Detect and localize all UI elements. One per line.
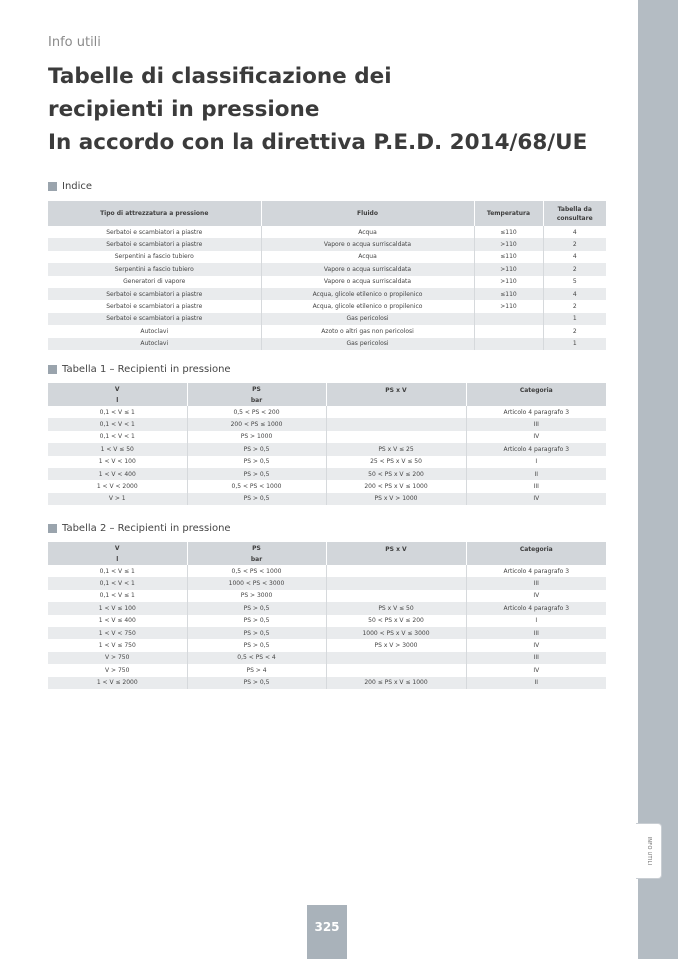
table-cell: PS > 0,5: [187, 602, 326, 614]
table-cell: 1 < V ≤ 750: [48, 639, 187, 651]
page-number: 325: [307, 905, 347, 959]
table-cell: 200 < PS ≤ 1000: [187, 418, 326, 430]
table-cell: Generatori di vapore: [48, 276, 261, 288]
table-cell: Vapore o acqua surriscaldata: [261, 276, 474, 288]
column-header: Temperatura: [474, 201, 543, 226]
table-cell: PS > 0,5: [187, 468, 326, 480]
table-cell: Serbatoi e scambiatori a piastre: [48, 238, 261, 250]
table-cell: III: [466, 652, 606, 664]
table-cell: V > 750: [48, 652, 187, 664]
table-cell: 200 < PS x V ≤ 1000: [326, 480, 466, 492]
table-cell: 0,1 < V < 1: [48, 577, 187, 589]
table-cell: ≤110: [474, 251, 543, 263]
table-cell: 0,5 < PS < 1000: [187, 565, 326, 577]
table-header-row: [48, 542, 606, 565]
index-heading-text: Indice: [62, 181, 93, 192]
table-cell: PS > 0,5: [187, 443, 326, 455]
table-row: [48, 325, 606, 337]
table-cell: PS > 4: [187, 664, 326, 676]
table-cell: PS x V ≤ 50: [326, 602, 466, 614]
table-cell: ≤110: [474, 226, 543, 238]
table-row: [48, 602, 606, 614]
table-cell: >110: [474, 263, 543, 275]
table-cell: [326, 590, 466, 602]
table1: [48, 383, 606, 505]
title-line: recipienti in pressione: [48, 97, 320, 122]
table-cell: PS > 0,5: [187, 493, 326, 505]
table-cell: IV: [466, 431, 606, 443]
section-label: Info utili: [48, 35, 101, 50]
table-cell: 4: [543, 226, 606, 238]
column-header: Fluido: [261, 201, 474, 226]
table-cell: 1 < V ≤ 2000: [48, 677, 187, 689]
page-title: [48, 60, 628, 159]
table-row: [48, 677, 606, 689]
table-row: [48, 251, 606, 263]
table-cell: PS > 0,5: [187, 456, 326, 468]
index-table: [48, 201, 606, 350]
table-cell: Acqua: [261, 226, 474, 238]
table-cell: ≤110: [474, 288, 543, 300]
table-row: [48, 238, 606, 250]
table-cell: 4: [543, 288, 606, 300]
table-cell: 25 < PS x V ≤ 50: [326, 456, 466, 468]
sidebar-section-tab[interactable]: [636, 823, 662, 879]
table-cell: 200 ≤ PS x V ≤ 1000: [326, 677, 466, 689]
table-cell: I: [466, 456, 606, 468]
title-line: In accordo con la direttiva P.E.D. 2014/68/UE: [48, 130, 588, 155]
table-cell: PS > 0,5: [187, 627, 326, 639]
table-header-row: [48, 383, 606, 406]
index-heading: [48, 181, 92, 192]
column-header: Tipo di attrezzatura a pressione: [48, 201, 261, 226]
table-row: [48, 431, 606, 443]
table-cell: 0,5 < PS < 4: [187, 652, 326, 664]
table-cell: Vapore o acqua surriscaldata: [261, 263, 474, 275]
table-cell: PS > 0,5: [187, 677, 326, 689]
table-row: [48, 468, 606, 480]
table-cell: Serpentini a fascio tubiero: [48, 251, 261, 263]
table-cell: >110: [474, 276, 543, 288]
table-cell: 0,1 < V ≤ 1: [48, 406, 187, 418]
table-row: [48, 480, 606, 492]
table-cell: 50 < PS x V ≤ 200: [326, 615, 466, 627]
column-header-ps: PS bar: [187, 383, 326, 406]
table-cell: V > 1: [48, 493, 187, 505]
table-cell: 1 < V < 100: [48, 456, 187, 468]
table-cell: 4: [543, 251, 606, 263]
table-cell: II: [466, 677, 606, 689]
table-cell: PS x V > 3000: [326, 639, 466, 651]
table-cell: III: [466, 577, 606, 589]
table-cell: 0,1 < V ≤ 1: [48, 565, 187, 577]
table-cell: >110: [474, 238, 543, 250]
table-row: [48, 664, 606, 676]
table-cell: 50 < PS x V ≤ 200: [326, 468, 466, 480]
table-cell: >110: [474, 300, 543, 312]
table2-heading-text: Tabella 2 – Recipienti in pressione: [62, 523, 231, 534]
table2-body: [48, 565, 606, 689]
table-cell: Azoto o altri gas non pericolosi: [261, 325, 474, 337]
table-cell: [474, 338, 543, 350]
table-cell: [326, 431, 466, 443]
table-row: [48, 456, 606, 468]
table-cell: [326, 418, 466, 430]
table-cell: Serbatoi e scambiatori a piastre: [48, 300, 261, 312]
table-row: [48, 226, 606, 238]
table-row: [48, 406, 606, 418]
column-header-categoria: Categoria: [466, 383, 606, 406]
table-cell: III: [466, 627, 606, 639]
table-cell: 0,5 < PS < 200: [187, 406, 326, 418]
table-cell: [326, 664, 466, 676]
table-row: [48, 565, 606, 577]
table-cell: PS x V > 1000: [326, 493, 466, 505]
table-cell: PS > 3000: [187, 590, 326, 602]
table-cell: [326, 406, 466, 418]
table-cell: [326, 577, 466, 589]
table-cell: V > 750: [48, 664, 187, 676]
table-row: [48, 639, 606, 651]
table-cell: Acqua: [261, 251, 474, 263]
table-cell: 2: [543, 238, 606, 250]
table-cell: Vapore o acqua surriscaldata: [261, 238, 474, 250]
table-cell: 1 < V < 400: [48, 468, 187, 480]
table1-heading: [48, 364, 231, 375]
title-line: Tabelle di classificazione dei: [48, 64, 392, 89]
table-cell: Serbatoi e scambiatori a piastre: [48, 288, 261, 300]
table1-body: [48, 406, 606, 505]
table-cell: Acqua, glicole etilenico o propilenico: [261, 288, 474, 300]
table-cell: 2: [543, 300, 606, 312]
table-cell: 1 < V < 2000: [48, 480, 187, 492]
square-bullet-icon: [48, 365, 57, 374]
table-cell: Articolo 4 paragrafo 3: [466, 443, 606, 455]
square-bullet-icon: [48, 182, 57, 191]
table-cell: Serpentini a fascio tubiero: [48, 263, 261, 275]
table-row: [48, 577, 606, 589]
table-cell: 2: [543, 263, 606, 275]
table-row: [48, 313, 606, 325]
right-sidebar-band: [638, 0, 678, 959]
table-cell: III: [466, 480, 606, 492]
square-bullet-icon: [48, 524, 57, 533]
table-cell: PS > 1000: [187, 431, 326, 443]
table-cell: IV: [466, 664, 606, 676]
table-cell: 0,1 < V < 1: [48, 431, 187, 443]
table-cell: PS > 0,5: [187, 615, 326, 627]
table-cell: Serbatoi e scambiatori a piastre: [48, 226, 261, 238]
table-row: [48, 263, 606, 275]
column-header: Tabella da consultare: [543, 201, 606, 226]
table-cell: Serbatoi e scambiatori a piastre: [48, 313, 261, 325]
table-cell: 2: [543, 325, 606, 337]
table-cell: 0,1 < V ≤ 1: [48, 590, 187, 602]
table-header-row: [48, 201, 606, 226]
table-cell: IV: [466, 493, 606, 505]
column-header-v: V l: [48, 383, 187, 406]
table-cell: 1 < V < 750: [48, 627, 187, 639]
column-header-v: V l: [48, 542, 187, 565]
table-row: [48, 443, 606, 455]
table-cell: 1000 < PS < 3000: [187, 577, 326, 589]
table-cell: Articolo 4 paragrafo 3: [466, 406, 606, 418]
table-row: [48, 300, 606, 312]
table-cell: 5: [543, 276, 606, 288]
table-row: [48, 590, 606, 602]
table-cell: [474, 325, 543, 337]
table-cell: Gas pericolosi: [261, 338, 474, 350]
table-cell: PS x V ≤ 25: [326, 443, 466, 455]
table-cell: [326, 652, 466, 664]
table-row: [48, 627, 606, 639]
table-cell: PS > 0,5: [187, 639, 326, 651]
table2: [48, 542, 606, 689]
table-cell: Autoclavi: [48, 338, 261, 350]
table-row: [48, 615, 606, 627]
table-cell: Articolo 4 paragrafo 3: [466, 565, 606, 577]
table-cell: 1 < V ≤ 50: [48, 443, 187, 455]
column-header-ps: PS bar: [187, 542, 326, 565]
table-cell: IV: [466, 590, 606, 602]
table1-heading-text: Tabella 1 – Recipienti in pressione: [62, 364, 231, 375]
table-row: [48, 493, 606, 505]
table-cell: III: [466, 418, 606, 430]
table2-heading: [48, 523, 231, 534]
table-row: [48, 418, 606, 430]
column-header-categoria: Categoria: [466, 542, 606, 565]
table-cell: 1: [543, 313, 606, 325]
table-cell: [474, 313, 543, 325]
table-cell: 1: [543, 338, 606, 350]
table-cell: IV: [466, 639, 606, 651]
table-cell: 0,5 < PS < 1000: [187, 480, 326, 492]
index-table-body: [48, 226, 606, 350]
table-cell: 1 < V ≤ 400: [48, 615, 187, 627]
table-cell: 1000 < PS x V ≤ 3000: [326, 627, 466, 639]
table-row: [48, 338, 606, 350]
table-row: [48, 652, 606, 664]
table-row: [48, 276, 606, 288]
column-header-psxv: PS x V: [326, 542, 466, 565]
sidebar-tab-label: INFO UTILI: [645, 836, 652, 866]
table-cell: 1 < V ≤ 100: [48, 602, 187, 614]
table-row: [48, 288, 606, 300]
table-cell: Gas pericolosi: [261, 313, 474, 325]
table-cell: I: [466, 615, 606, 627]
table-cell: Autoclavi: [48, 325, 261, 337]
table-cell: II: [466, 468, 606, 480]
table-cell: Acqua, glicole etilenico o propilenico: [261, 300, 474, 312]
table-cell: [326, 565, 466, 577]
table-cell: Articolo 4 paragrafo 3: [466, 602, 606, 614]
table-cell: 0,1 < V < 1: [48, 418, 187, 430]
column-header-psxv: PS x V: [326, 383, 466, 406]
